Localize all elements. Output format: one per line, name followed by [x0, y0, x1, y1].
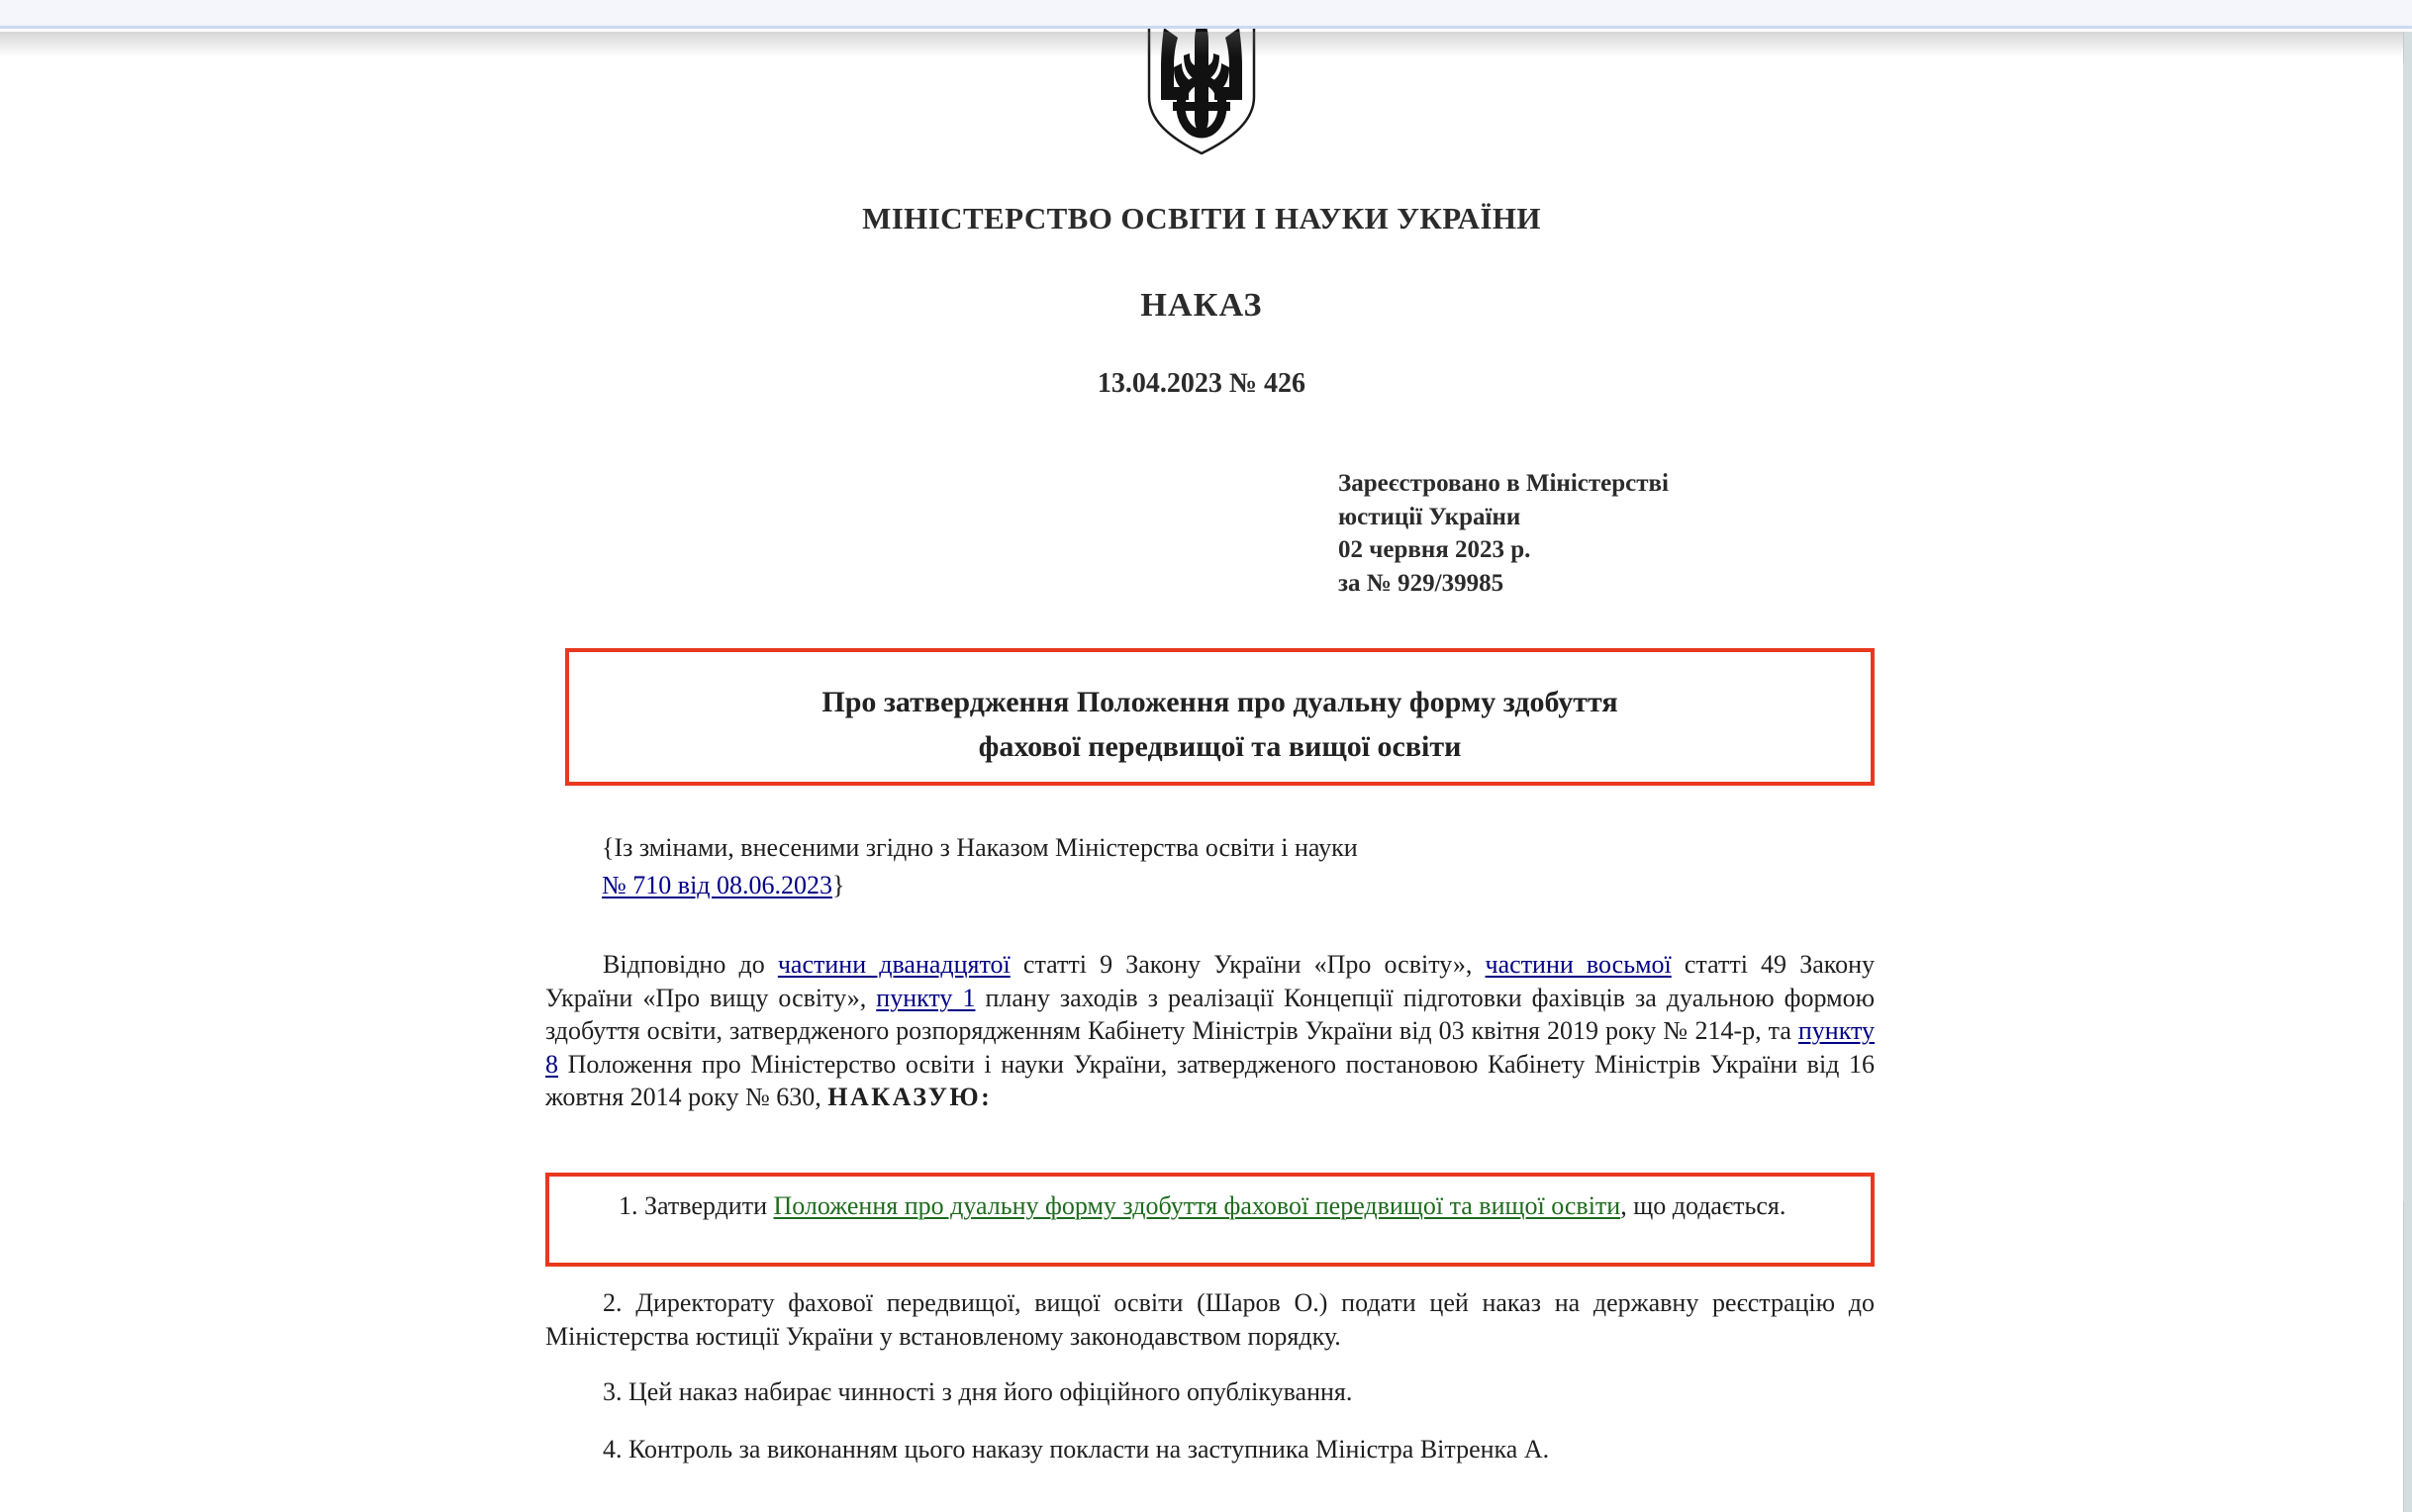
preamble-seg-3: статті 49 Закону України «Про вищу освіту», [545, 950, 1875, 1012]
preamble-seg-1: Відповідно до [603, 950, 778, 979]
vertical-scrollbar[interactable] [2403, 32, 2412, 1512]
registration-line-3: 02 червня 2023 р. [1338, 536, 1531, 563]
preamble-seg-2: статті 9 Закону України «Про освіту», [1010, 950, 1486, 979]
item-1-paragraph [561, 1189, 1866, 1223]
item-1-number: 1. [619, 1191, 644, 1220]
item-4-paragraph [545, 1433, 1875, 1466]
link-chastyny-vosmoi[interactable]: частини восьмої [1485, 950, 1672, 979]
link-chastyny-dvanadtsyatoi[interactable]: частини дванадцятої [777, 950, 1011, 979]
registration-block [1338, 467, 1952, 600]
document-title-line-2: фахової передвищої та вищої освіти [978, 730, 1462, 763]
item-1-highlight-box [545, 1173, 1875, 1267]
preamble-seg-4: плану заходів з реалізації Концепції підготовки фахівців за дуальною формою здобуття освіти, затвердженого розпорядженням Кабінету Міністрів України від 03 квітня 2019 року № 214-р, та [545, 983, 1875, 1045]
document-title-line-1: Про затвердження Положення про дуальну форму здобуття [821, 686, 1618, 718]
document-type-heading: НАКАЗ [1140, 287, 1263, 324]
link-punktu-1[interactable]: пункту 1 [876, 983, 976, 1012]
document-title [569, 680, 1871, 769]
amendment-note [602, 829, 1879, 904]
item-3-text: 3. Цей наказ набирає чинності з дня його офіційного опублікування. [603, 1377, 1353, 1406]
item-1-seg-1: Затвердити [644, 1191, 774, 1220]
registration-line-2: юстиції України [1338, 503, 1521, 530]
document-title-highlight-box [565, 648, 1875, 786]
item-3-paragraph [545, 1375, 1875, 1409]
vertical-scrollbar-thumb[interactable] [2403, 63, 2412, 1201]
link-polozhennya-dualna-forma[interactable]: Положення про дуальну форму здобуття фахової передвищої та вищої освіти [773, 1191, 1621, 1220]
item-2-text: 2. Директорату фахової передвищої, вищої освіти (Шаров О.) подати цей наказ на державну реєстрацію до Міністерства юстиції України у встановленому законодавством порядку. [545, 1288, 1875, 1351]
order-verb: НАКАЗУЮ: [827, 1083, 993, 1111]
amendment-note-prefix: {Із змінами, внесеними згідно з Наказом Міністерства освіти і науки [602, 833, 1358, 862]
item-4-text: 4. Контроль за виконанням цього наказу покласти на заступника Міністра Вітренка А. [603, 1435, 1550, 1464]
browser-top-band [0, 0, 2412, 29]
preamble-seg-5: Положення про Міністерство освіти і науки України, затвердженого постановою Кабінету Міністрів України від 16 жовтня 2014 року № 630, [545, 1049, 1875, 1111]
preamble-paragraph [545, 948, 1875, 1114]
order-date-number: 13.04.2023 № 426 [1097, 368, 1306, 399]
item-2-paragraph [545, 1286, 1875, 1353]
amendment-note-suffix: } [832, 871, 845, 899]
amendment-order-link[interactable]: № 710 від 08.06.2023 [602, 871, 833, 899]
registration-line-4: за № 929/39985 [1338, 569, 1504, 597]
registration-line-1: Зареєстровано в Міністерстві [1338, 470, 1669, 497]
link-punktu-8[interactable]: пункту 8 [545, 1016, 1875, 1079]
item-1-seg-2: , що додається. [1620, 1191, 1786, 1220]
ministry-heading: МІНІСТЕРСТВО ОСВІТИ І НАУКИ УКРАЇНИ [862, 201, 1541, 236]
